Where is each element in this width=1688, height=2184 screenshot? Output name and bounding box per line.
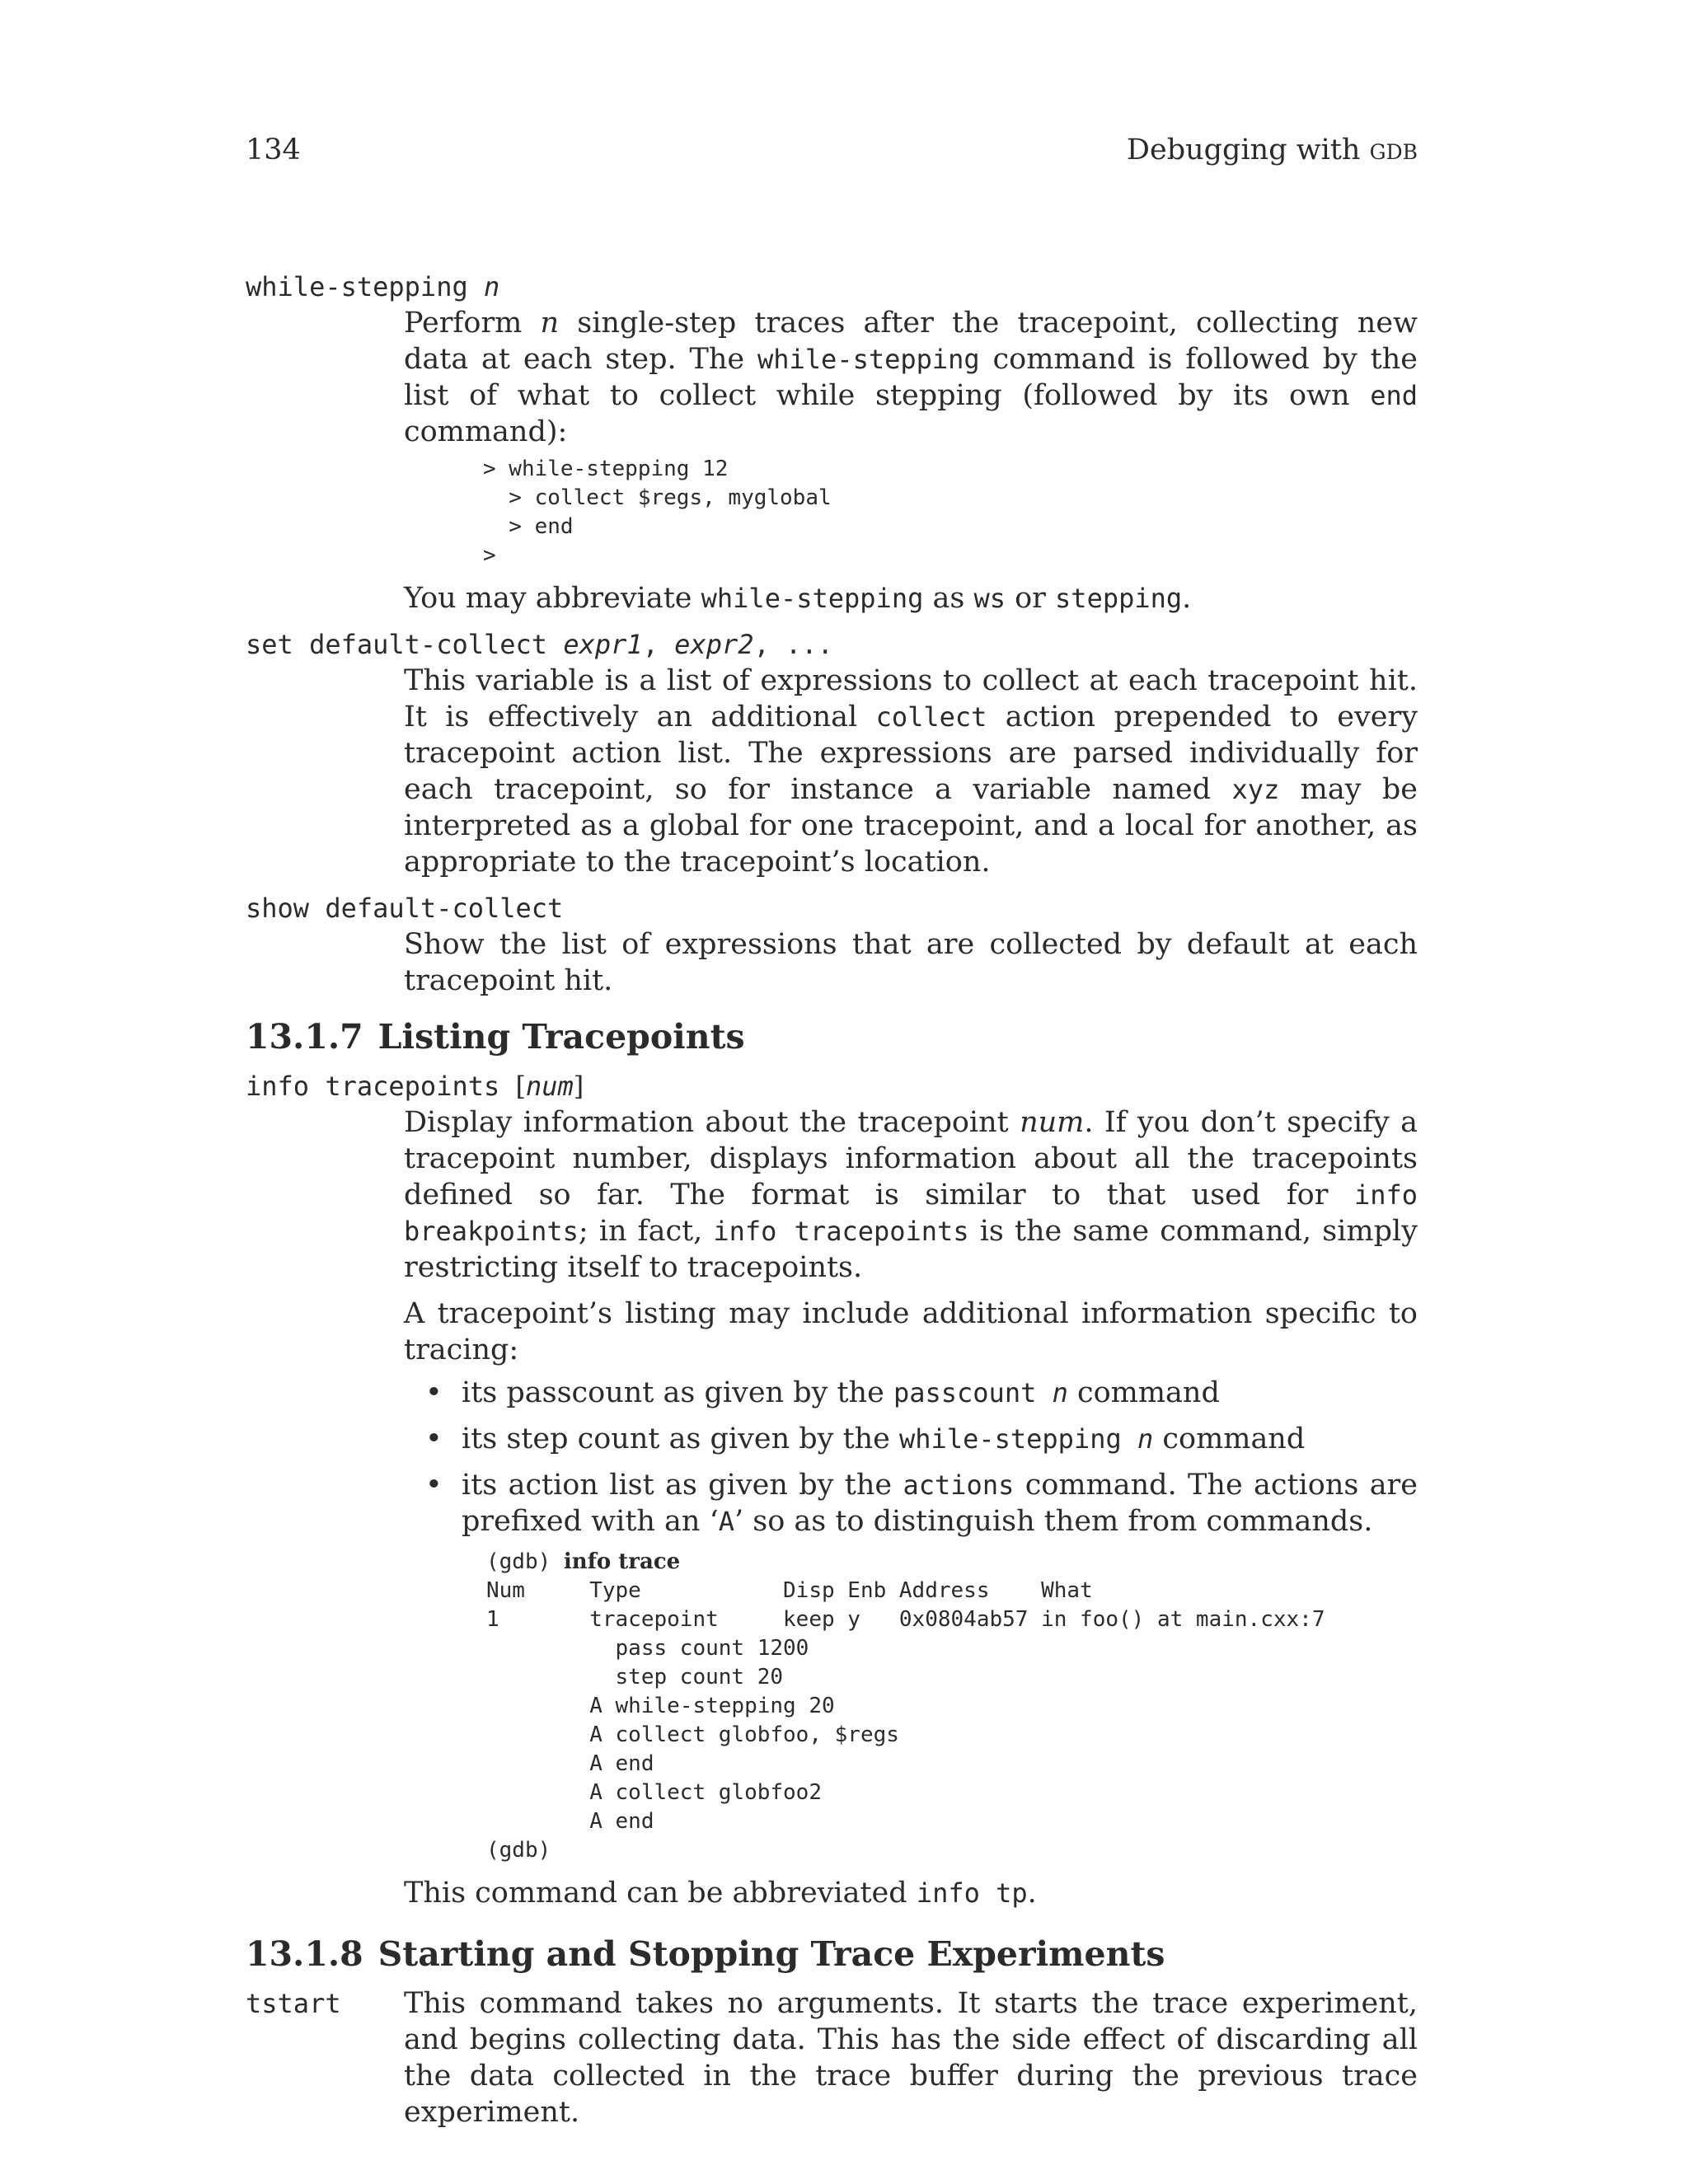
code-example-info-trace: (gdb) info trace Num Type Disp Enb Address What 1 tracepoint keep y 0x0804ab57 in foo() at main.cxx:7 pass count 1200 step count 20 A while-stepping 20 A collect globfoo, $regs A end A collect globfoo2 A end (gdb) (486, 1549, 1325, 1863)
page-number: 134 (246, 134, 301, 166)
entry-tstart (246, 1985, 1418, 2130)
entry-term: show default-collect (246, 893, 564, 924)
entry-term: while-stepping n (246, 271, 500, 302)
list-item: • its action list as given by the actions command. The actions are prefixed with an ‘A’ so as to distinguish them from commands. (gdb) info trace Num Type Disp Enb Address What 1 tracepoint keep y 0x0804ab57 in foo() at main.cxx:7 pass count 1200 step count 20 A while-stepping 20 A collect globfoo, $regs A end A collect globfoo2 A end (gdb) (462, 1467, 1418, 1865)
entry-body (404, 1104, 1418, 1911)
gdb-small-caps: gdb (1369, 134, 1418, 166)
entry-set-default-collect (246, 626, 1418, 880)
list-item: • its passcount as given by the passcount n command (425, 1376, 1220, 1409)
entry-body (404, 926, 1418, 999)
paragraph: Perform n single-step traces after the tracepoint, collecting new data at each step. The while-stepping command is followed by the list of what to collect while stepping (followed by its own end command): (404, 307, 1418, 448)
entry-body (404, 305, 1418, 616)
paragraph: You may abbreviate while-stepping as ws or stepping. (404, 582, 1192, 615)
entry-term: info tracepoints [num] (246, 1071, 584, 1102)
section-heading-13-1-7: 13.1.7 Listing Tracepoints (246, 1017, 745, 1057)
main-content (246, 269, 1418, 2130)
running-header: Debugging with gdb (1126, 134, 1418, 166)
paragraph: Show the list of expressions that are collected by default at each tracepoint hit. (404, 928, 1418, 997)
list-item: • its step count as given by the while-stepping n command (425, 1422, 1306, 1455)
paragraph: This variable is a list of expressions to collect at each tracepoint hit. It is effectively an additional collect action prepended to every tracepoint action list. The expressions are parsed individually for each tracepoint, so for instance a variable named xyz may be interpreted as a global for one tracepoint, and a local for another, as appropriate to the tracepoint’s location. (404, 664, 1418, 879)
entry-show-default-collect (246, 890, 1418, 999)
entry-while-stepping (246, 269, 1418, 616)
bullet-list (404, 1375, 1418, 1865)
paragraph: This command can be abbreviated info tp. (404, 1877, 1037, 1910)
entry-body (404, 663, 1418, 880)
bullet-icon: • (425, 1422, 443, 1455)
entry-term: set default-collect expr1, expr2, ... (246, 629, 833, 660)
entry-term: tstart (246, 1988, 341, 2019)
paragraph: Display information about the tracepoint num. If you don’t specify a tracepoint number, displays information about all the tracepoints defined so far. The format is similar to that used for info breakpoints; in fact, info tracepoints is the same command, simply restricting itself to tracepoints. (404, 1106, 1418, 1284)
entry-info-tracepoints (246, 1068, 1418, 1911)
bullet-icon: • (425, 1469, 443, 1502)
paragraph: A tracepoint’s listing may include additional information specific to tracing: (404, 1297, 1418, 1366)
section-heading-13-1-8: 13.1.8 Starting and Stopping Trace Experiments (246, 1934, 1165, 1974)
bullet-icon: • (425, 1376, 443, 1409)
code-example-while-stepping: > while-stepping 12 > collect $regs, myglobal > end > (483, 457, 832, 568)
entry-body: This command takes no arguments. It starts the trace experiment, and begins collecting data. This has the side effect of discarding all the data collected in the trace buffer during the previous trace experiment. (404, 1987, 1418, 2129)
